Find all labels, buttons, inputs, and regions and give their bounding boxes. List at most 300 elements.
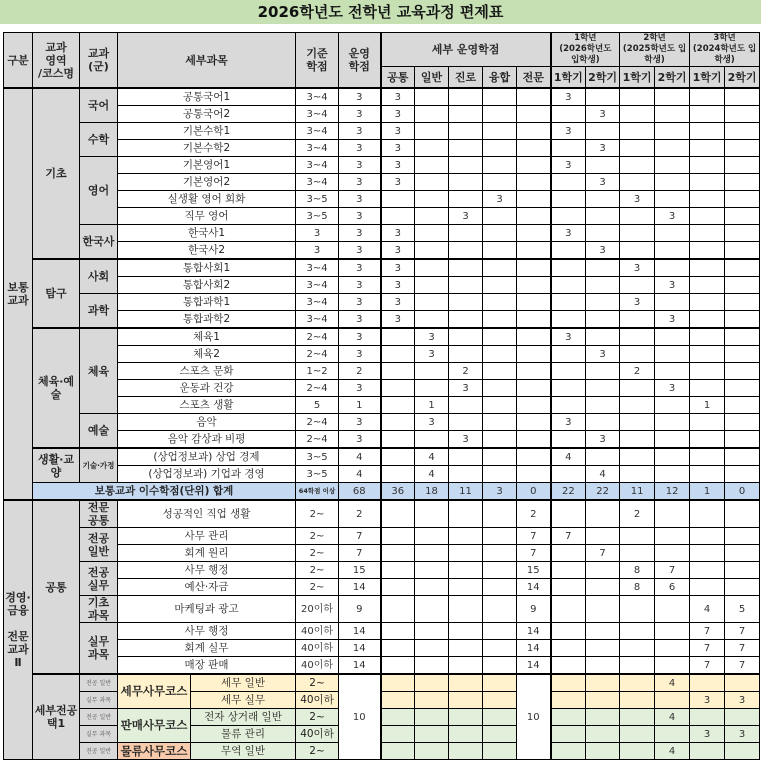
area-label: 세부전공 택1 <box>33 674 80 760</box>
detail-credit-cell <box>483 743 517 760</box>
semester-credit-cell <box>725 562 760 579</box>
base-credit: 2~ <box>296 500 339 528</box>
table-row <box>4 528 760 545</box>
semester-credit-cell <box>690 743 725 760</box>
course-subject-type: 전공 일반 <box>80 709 118 726</box>
op-credit: 14 <box>339 640 381 657</box>
detail-credit-cell <box>483 500 517 528</box>
table-row <box>4 259 760 277</box>
detail-credit-cell <box>449 562 483 579</box>
op-credit: 3 <box>339 157 381 174</box>
header-general: 일반 <box>415 67 449 89</box>
semester-credit-cell <box>690 157 725 174</box>
semester-credit-cell <box>690 346 725 363</box>
group-label: 국어 <box>80 88 118 123</box>
semester-credit-cell <box>725 242 760 260</box>
semester-credit-cell: 3 <box>551 225 586 242</box>
group-label: 수학 <box>80 123 118 157</box>
table-row <box>4 596 760 623</box>
semester-credit-cell: 8 <box>620 562 655 579</box>
table-row <box>4 242 760 260</box>
detail-credit-cell <box>415 709 449 726</box>
section-label: 경영· 금융 전문 교과 Ⅱ <box>4 500 33 760</box>
header-grade-3: 3학년 (2024학년도 입 학생) <box>690 33 760 67</box>
semester-credit-cell <box>655 692 690 709</box>
semester-credit-cell <box>551 294 586 311</box>
subject-name: 음악 감상과 비평 <box>118 431 296 449</box>
semester-credit-cell <box>551 500 586 528</box>
semester-credit-cell <box>655 726 690 743</box>
semester-credit-cell <box>551 174 586 191</box>
header-grade-2: 2학년 (2025학년도 입 학생) <box>620 33 690 67</box>
detail-credit-cell <box>381 743 415 760</box>
semester-credit-cell <box>620 709 655 726</box>
semester-credit-cell <box>620 88 655 106</box>
detail-credit-cell <box>415 88 449 106</box>
base-credit: 20이하 <box>296 596 339 623</box>
detail-credit-cell <box>517 225 551 242</box>
base-credit: 3~5 <box>296 448 339 466</box>
header-division: 구분 <box>4 33 33 89</box>
semester-credit-cell <box>655 596 690 623</box>
op-credit: 3 <box>339 225 381 242</box>
detail-credit-cell <box>517 123 551 140</box>
op-credit: 14 <box>339 657 381 675</box>
table-row <box>4 363 760 380</box>
header-detail-credit: 세부 운영학점 <box>381 33 551 67</box>
detail-credit-cell <box>483 380 517 397</box>
subject-name: 회계 실무 <box>118 640 296 657</box>
detail-credit-cell <box>415 242 449 260</box>
table-row <box>4 726 760 743</box>
semester-credit-cell: 3 <box>620 191 655 208</box>
table-row <box>4 674 760 692</box>
subject-name: 성공적인 직업 생활 <box>118 500 296 528</box>
semester-credit-cell <box>586 294 620 311</box>
subject-name: (상업정보과) 상업 경제 <box>118 448 296 466</box>
group-label: 전공 일반 <box>80 528 118 562</box>
semester-credit-cell: 22 <box>551 483 586 501</box>
semester-credit-cell <box>551 726 586 743</box>
base-credit: 2~4 <box>296 380 339 397</box>
semester-credit-cell <box>620 277 655 294</box>
semester-credit-cell <box>725 709 760 726</box>
header-common: 공통 <box>381 67 415 89</box>
semester-credit-cell <box>690 259 725 277</box>
semester-credit-cell <box>620 431 655 449</box>
op-credit: 2 <box>339 500 381 528</box>
detail-credit-cell <box>415 140 449 157</box>
semester-credit-cell <box>620 596 655 623</box>
detail-credit-cell <box>517 140 551 157</box>
curriculum-table <box>3 32 760 760</box>
total-label: 보통교과 이수학점(단위) 합계 <box>33 483 296 501</box>
detail-credit-cell: 14 <box>517 657 551 675</box>
detail-credit-cell <box>381 640 415 657</box>
semester-credit-cell: 7 <box>551 528 586 545</box>
detail-credit-cell: 15 <box>517 562 551 579</box>
detail-credit-cell: 4 <box>415 466 449 483</box>
header-semester: 2학기 <box>586 67 620 89</box>
semester-credit-cell: 3 <box>551 328 586 346</box>
semester-credit-cell <box>551 431 586 449</box>
semester-credit-cell <box>551 259 586 277</box>
detail-credit-cell <box>449 466 483 483</box>
semester-credit-cell <box>620 106 655 123</box>
semester-credit-cell <box>620 448 655 466</box>
semester-credit-cell: 7 <box>725 657 760 675</box>
semester-credit-cell <box>586 500 620 528</box>
detail-credit-cell <box>415 579 449 596</box>
detail-credit-cell: 11 <box>449 483 483 501</box>
course-name: 판매사무코스 <box>118 709 191 743</box>
semester-credit-cell: 3 <box>586 174 620 191</box>
detail-credit-cell <box>449 88 483 106</box>
semester-credit-cell <box>725 88 760 106</box>
detail-credit-cell <box>415 623 449 640</box>
group-label: 기초 과목 <box>80 596 118 623</box>
detail-credit-cell: 18 <box>415 483 449 501</box>
base-credit: 3~4 <box>296 123 339 140</box>
detail-credit-cell: 9 <box>517 596 551 623</box>
semester-credit-cell <box>655 346 690 363</box>
table-row <box>4 397 760 414</box>
semester-credit-cell <box>655 657 690 675</box>
detail-credit-cell <box>449 414 483 431</box>
area-label: 기초 <box>33 88 80 259</box>
semester-credit-cell <box>586 363 620 380</box>
semester-credit-cell <box>655 242 690 260</box>
semester-credit-cell: 7 <box>655 562 690 579</box>
header-semester: 1학기 <box>620 67 655 89</box>
detail-credit-cell <box>381 448 415 466</box>
detail-credit-cell: 3 <box>381 277 415 294</box>
area-label: 공통 <box>33 500 80 674</box>
detail-credit-cell <box>483 528 517 545</box>
semester-credit-cell <box>586 623 620 640</box>
semester-credit-cell <box>551 640 586 657</box>
semester-credit-cell <box>620 174 655 191</box>
detail-credit-cell <box>415 431 449 449</box>
detail-credit-cell <box>449 277 483 294</box>
subject-name: 통합과학2 <box>118 311 296 329</box>
semester-credit-cell <box>690 380 725 397</box>
base-credit: 2~ <box>296 528 339 545</box>
group-label: 전공 실무 <box>80 562 118 596</box>
op-credit: 15 <box>339 562 381 579</box>
table-row <box>4 380 760 397</box>
semester-credit-cell <box>586 414 620 431</box>
base-credit: 3~5 <box>296 191 339 208</box>
detail-credit-cell <box>449 328 483 346</box>
detail-credit-cell <box>483 545 517 562</box>
base-credit: 2~ <box>296 674 339 692</box>
semester-credit-cell <box>725 225 760 242</box>
subject-name: 세무 일반 <box>191 674 296 692</box>
detail-credit-cell <box>483 596 517 623</box>
base-credit: 3~4 <box>296 311 339 329</box>
detail-credit-cell <box>381 545 415 562</box>
base-credit: 3~4 <box>296 259 339 277</box>
base-credit: 2~ <box>296 709 339 726</box>
op-credit: 3 <box>339 380 381 397</box>
semester-credit-cell <box>725 259 760 277</box>
subject-name: 사무 행정 <box>118 623 296 640</box>
detail-credit-cell: 7 <box>517 545 551 562</box>
semester-credit-cell <box>725 157 760 174</box>
op-credit: 3 <box>339 88 381 106</box>
subject-name: 한국사2 <box>118 242 296 260</box>
subject-name: (상업정보과) 기업과 경영 <box>118 466 296 483</box>
subject-name: 공통국어2 <box>118 106 296 123</box>
detail-credit-cell <box>449 225 483 242</box>
subject-name: 회계 원리 <box>118 545 296 562</box>
detail-credit-cell <box>415 545 449 562</box>
detail-credit-cell <box>517 106 551 123</box>
table-row <box>4 191 760 208</box>
semester-credit-cell <box>690 123 725 140</box>
op-credit: 3 <box>339 294 381 311</box>
detail-credit-cell: 3 <box>449 208 483 225</box>
detail-credit-cell: 3 <box>381 123 415 140</box>
semester-credit-cell <box>655 640 690 657</box>
group-label: 한국사 <box>80 225 118 260</box>
detail-credit-cell <box>449 528 483 545</box>
subject-name: 기본영어1 <box>118 157 296 174</box>
detail-credit-cell <box>517 448 551 466</box>
detail-credit-cell <box>483 709 517 726</box>
header-op-credit: 운영 학점 <box>339 33 381 89</box>
semester-credit-cell <box>655 466 690 483</box>
detail-credit-cell <box>415 363 449 380</box>
detail-credit-cell <box>483 363 517 380</box>
header-semester: 1학기 <box>690 67 725 89</box>
header-convergence: 융합 <box>483 67 517 89</box>
detail-credit-cell <box>415 528 449 545</box>
detail-credit-cell <box>483 225 517 242</box>
semester-credit-cell <box>690 674 725 692</box>
course-subject-type: 전공 일반 <box>80 674 118 692</box>
semester-credit-cell <box>725 328 760 346</box>
detail-credit-cell <box>483 466 517 483</box>
semester-credit-cell <box>655 123 690 140</box>
semester-credit-cell <box>655 431 690 449</box>
semester-credit-cell: 3 <box>655 277 690 294</box>
detail-credit-cell <box>449 140 483 157</box>
semester-credit-cell <box>690 328 725 346</box>
table-row <box>4 328 760 346</box>
semester-credit-cell <box>725 123 760 140</box>
semester-credit-cell: 5 <box>725 596 760 623</box>
semester-credit-cell <box>725 380 760 397</box>
semester-credit-cell <box>725 294 760 311</box>
group-label: 전문 공통 <box>80 500 118 528</box>
subject-name: 매장 판매 <box>118 657 296 675</box>
detail-credit-cell <box>415 562 449 579</box>
op-credit: 3 <box>339 208 381 225</box>
detail-credit-cell <box>381 397 415 414</box>
base-credit: 3~4 <box>296 157 339 174</box>
op-credit: 4 <box>339 466 381 483</box>
group-label: 실무 과목 <box>80 623 118 675</box>
detail-credit-cell <box>449 397 483 414</box>
detail-credit-cell <box>381 363 415 380</box>
header-major: 전문 <box>517 67 551 89</box>
detail-credit-cell <box>449 743 483 760</box>
semester-credit-cell <box>690 562 725 579</box>
semester-credit-cell <box>586 225 620 242</box>
semester-credit-cell <box>655 106 690 123</box>
detail-credit-cell <box>449 174 483 191</box>
subject-name: 무역 일반 <box>191 743 296 760</box>
detail-credit-cell <box>517 174 551 191</box>
semester-credit-cell <box>725 545 760 562</box>
detail-credit-cell <box>381 466 415 483</box>
detail-credit-major: 10 <box>517 674 551 760</box>
base-credit: 40이하 <box>296 657 339 675</box>
base-credit: 3~4 <box>296 88 339 106</box>
semester-credit-cell <box>655 528 690 545</box>
detail-credit-cell <box>449 346 483 363</box>
group-label: 과학 <box>80 294 118 329</box>
semester-credit-cell <box>655 157 690 174</box>
detail-credit-cell <box>381 623 415 640</box>
semester-credit-cell: 3 <box>620 259 655 277</box>
detail-credit-cell: 2 <box>517 500 551 528</box>
semester-credit-cell <box>725 500 760 528</box>
table-row <box>4 623 760 640</box>
semester-credit-cell: 3 <box>690 726 725 743</box>
detail-credit-cell <box>415 726 449 743</box>
op-credit: 3 <box>339 242 381 260</box>
semester-credit-cell <box>725 140 760 157</box>
semester-credit-cell <box>551 191 586 208</box>
semester-credit-cell <box>586 448 620 466</box>
detail-credit-cell <box>517 157 551 174</box>
subject-name: 음악 <box>118 414 296 431</box>
detail-credit-cell: 3 <box>449 431 483 449</box>
detail-credit-cell <box>449 123 483 140</box>
detail-credit-cell <box>415 380 449 397</box>
semester-credit-cell <box>586 88 620 106</box>
semester-credit-cell <box>690 545 725 562</box>
semester-credit-cell: 3 <box>586 346 620 363</box>
subject-name: 한국사1 <box>118 225 296 242</box>
detail-credit-cell <box>449 259 483 277</box>
detail-credit-cell <box>415 657 449 675</box>
subject-name: 스포츠 생활 <box>118 397 296 414</box>
semester-credit-cell <box>551 277 586 294</box>
semester-credit-cell <box>725 174 760 191</box>
detail-credit-cell <box>517 414 551 431</box>
detail-credit-cell <box>517 380 551 397</box>
semester-credit-cell <box>551 380 586 397</box>
detail-credit-cell <box>381 709 415 726</box>
semester-credit-cell: 3 <box>551 123 586 140</box>
op-credit: 3 <box>339 191 381 208</box>
semester-credit-cell: 3 <box>586 431 620 449</box>
base-credit: 2~4 <box>296 346 339 363</box>
semester-credit-cell <box>690 191 725 208</box>
detail-credit-cell <box>415 674 449 692</box>
detail-credit-cell: 3 <box>381 88 415 106</box>
semester-credit-cell: 3 <box>551 414 586 431</box>
course-name: 세무사무코스 <box>118 674 191 709</box>
semester-credit-cell <box>725 311 760 329</box>
detail-credit-cell: 3 <box>415 346 449 363</box>
table-row <box>4 579 760 596</box>
header-career: 진로 <box>449 67 483 89</box>
detail-credit-cell <box>483 294 517 311</box>
detail-credit-cell <box>449 448 483 466</box>
group-label: 체육 <box>80 328 118 414</box>
semester-credit-cell <box>586 259 620 277</box>
semester-credit-cell <box>725 448 760 466</box>
semester-credit-cell: 3 <box>655 380 690 397</box>
base-credit: 3~4 <box>296 140 339 157</box>
table-row <box>4 123 760 140</box>
table-row <box>4 657 760 675</box>
detail-credit-cell: 3 <box>415 328 449 346</box>
detail-credit-cell <box>483 623 517 640</box>
semester-credit-cell <box>725 208 760 225</box>
detail-credit-cell <box>415 157 449 174</box>
detail-credit-cell <box>381 692 415 709</box>
detail-credit-cell <box>483 448 517 466</box>
semester-credit-cell: 1 <box>690 397 725 414</box>
semester-credit-cell: 3 <box>725 692 760 709</box>
semester-credit-cell <box>655 259 690 277</box>
semester-credit-cell <box>586 726 620 743</box>
semester-credit-cell <box>586 380 620 397</box>
semester-credit-cell <box>551 346 586 363</box>
detail-credit-cell <box>483 259 517 277</box>
detail-credit-cell <box>517 346 551 363</box>
group-label: 영어 <box>80 157 118 225</box>
semester-credit-cell <box>725 743 760 760</box>
table-row <box>4 346 760 363</box>
group-label: 사회 <box>80 259 118 294</box>
detail-credit-cell <box>517 431 551 449</box>
base-credit: 2~ <box>296 579 339 596</box>
subject-name: 마케팅과 광고 <box>118 596 296 623</box>
detail-credit-cell <box>381 500 415 528</box>
subject-name: 세무 실무 <box>191 692 296 709</box>
base-credit: 3~4 <box>296 106 339 123</box>
page-title: 2026학년도 전학년 교육과정 편제표 <box>0 0 761 24</box>
semester-credit-cell <box>551 363 586 380</box>
detail-credit-cell <box>381 380 415 397</box>
detail-credit-cell: 36 <box>381 483 415 501</box>
base-credit: 2~4 <box>296 431 339 449</box>
op-credit: 14 <box>339 623 381 640</box>
semester-credit-cell <box>551 562 586 579</box>
table-row <box>4 692 760 709</box>
detail-credit-cell <box>381 208 415 225</box>
detail-credit-cell: 1 <box>415 397 449 414</box>
detail-credit-cell <box>483 562 517 579</box>
semester-credit-cell <box>655 414 690 431</box>
semester-credit-cell <box>551 466 586 483</box>
detail-credit-cell <box>449 545 483 562</box>
detail-credit-cell <box>449 311 483 329</box>
base-credit: 3~5 <box>296 466 339 483</box>
semester-credit-cell <box>551 311 586 329</box>
detail-credit-cell: 3 <box>381 294 415 311</box>
semester-credit-cell <box>655 328 690 346</box>
semester-credit-cell <box>586 743 620 760</box>
op-credit: 2 <box>339 363 381 380</box>
